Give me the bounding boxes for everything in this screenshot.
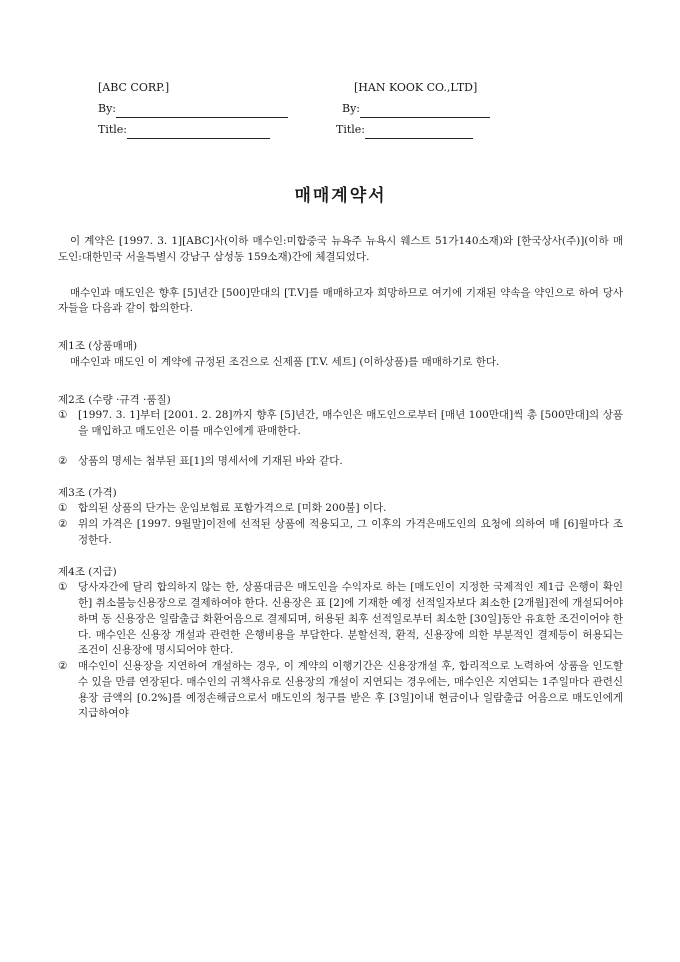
item-text: 매수인이 신용장을 지연하여 개설하는 경우, 이 계약의 이행기간은 신용장개설 후, 합리적으로 노력하여 상품을 인도할 수 있을 만큼 연장된다. 매수인의 귀책사유로 신용장의 개설이 지연되는 경우에는, 매수인은 지연되는 1주일마다 관련신용장 금액의 [0.2%]를 예정손해금으로서 매도인의 청구를 받은 후 [3일]이내 현금이나 일람출급 어음으로 매도인에게 지급하여야 bbox=[78, 660, 623, 720]
article-4-heading: 제4조 (지급) bbox=[58, 565, 117, 578]
by-blank-left bbox=[116, 105, 288, 118]
by-label-right: By: bbox=[342, 102, 361, 115]
item-mark: ① bbox=[58, 502, 68, 515]
article-2-item-1 bbox=[58, 408, 623, 440]
item-mark: ② bbox=[58, 518, 68, 530]
article-2-heading: 제2조 (수량 ·규격 ·품질) bbox=[58, 393, 171, 406]
article-3-item-1 bbox=[58, 501, 623, 517]
item-mark: ② bbox=[58, 454, 68, 467]
title-blank-right bbox=[365, 126, 473, 139]
item-mark: ① bbox=[58, 581, 68, 594]
item-mark: ① bbox=[58, 409, 68, 422]
title-line-right bbox=[336, 122, 490, 143]
article-2-item-2 bbox=[58, 454, 623, 470]
by-blank-right bbox=[360, 105, 490, 118]
signature-right bbox=[336, 80, 490, 143]
item-text: 위의 가격은 [1997. 9월말]이전에 선적된 상품에 적용되고, 그 이후의 가격은매도인의 요청에 의하여 매 [6]월마다 조정한다. bbox=[78, 518, 623, 546]
by-label-left: By: bbox=[98, 102, 117, 115]
company-name-right: [HAN KOOK CO.,LTD] bbox=[354, 81, 478, 94]
item-text: 합의된 상품의 단가는 운임보험료 포함가격으로 [미화 200불] 이다. bbox=[78, 502, 387, 515]
intro-paragraph-2: 매수인과 매도인은 향후 [5]년간 [500]만대의 [T.V]를 매매하고자 희망하므로 여기에 기재된 약속을 약인으로 하여 당사자들을 다음과 같이 합의한다. bbox=[58, 286, 623, 315]
document-title: 매매계약서 bbox=[294, 186, 387, 206]
article-3-heading: 제3조 (가격) bbox=[58, 486, 117, 499]
title-line-left bbox=[98, 122, 288, 143]
article-3-item-2 bbox=[58, 517, 623, 549]
company-name-left: [ABC CORP.] bbox=[98, 81, 170, 94]
by-line-right bbox=[336, 101, 490, 122]
contract-body bbox=[58, 234, 623, 722]
item-text: [1997. 3. 1]부터 [2001. 2. 28]까지 향후 [5]년간, 매수인은 매도인으로부터 [매년 100만대]씩 총 [500만대]의 상품을 매입하고 매도인은 이를 매수인에게 판매한다. bbox=[78, 409, 623, 437]
title-blank-left bbox=[127, 126, 270, 139]
by-line-left bbox=[98, 101, 288, 122]
article-1-heading: 제1조 (상품매매) bbox=[58, 340, 138, 352]
signature-block bbox=[58, 80, 623, 140]
title-label-left: Title: bbox=[98, 123, 128, 136]
item-text: 상품의 명세는 첨부된 표[1]의 명세서에 기재된 바와 같다. bbox=[78, 454, 343, 467]
article-4-item-2 bbox=[58, 659, 623, 722]
intro-paragraph-1: 이 계약은 [1997. 3. 1][ABC]사(이하 매수인:미합중국 뉴욕주 뉴욕시 웨스트 51가140소재)와 [한국상사(주)](이하 매도인:대한민국 서울특별시 강남구 삼성동 159소재)간에 체결되었다. bbox=[58, 235, 623, 263]
article-1-text: 매수인과 매도인 이 계약에 규정된 조건으로 신제품 [T.V. 세트] (이하상품)를 매매하기로 한다. bbox=[70, 355, 500, 368]
signature-left bbox=[98, 80, 288, 143]
article-4-item-1 bbox=[58, 580, 623, 659]
item-mark: ② bbox=[58, 660, 68, 672]
title-label-right: Title: bbox=[336, 123, 366, 136]
item-text: 당사자간에 달리 합의하지 않는 한, 상품대금은 매도인을 수익자로 하는 [매도인이 지정한 국제적인 제1급 은행이 확인한] 취소불능신용장으로 결제하여야 한다. 신용장은 표 [2]에 기재한 예정 선적일자보다 최소한 [2개월]전에 개설되어야 하며 동 신용장은 일람출급 화환어음으로 결제되며, 허용된 최후 선적일로부터 최소한 [30일]동안 유효한 조건이어야 한다. 매수인은 신용장 개설과 관련한 은행비용을 부담한다. 분할선적, 환적, 신용장에 의한 부분적인 결제등이 허용되는 조건이 신용장에 명시되어야 한다. bbox=[78, 581, 623, 657]
